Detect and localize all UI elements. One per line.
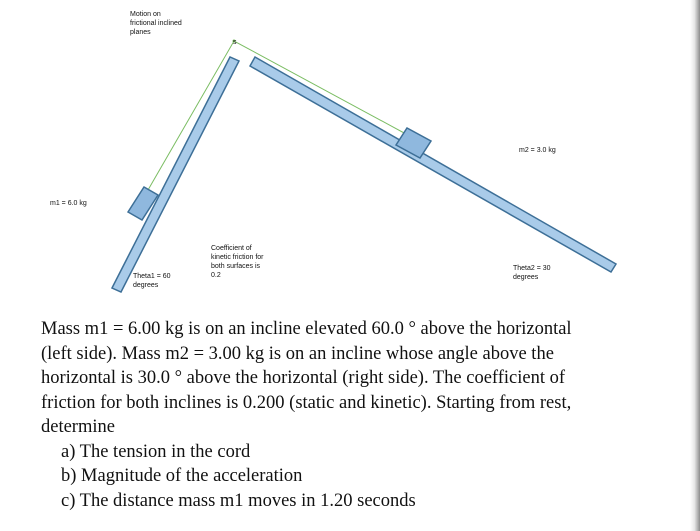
question-c: c) The distance mass m1 moves in 1.20 seconds <box>61 490 416 511</box>
connecting-cord <box>148 41 406 190</box>
problem-line: Mass m1 = 6.00 kg is on an incline elevated 60.0 ° above the horizontal <box>41 319 572 339</box>
right-incline <box>250 57 616 272</box>
mass-m2-block <box>396 128 431 158</box>
question-a: a) The tension in the cord <box>61 441 251 462</box>
m2-label: m2 = 3.0 kg <box>519 147 556 154</box>
problem-line: (left side). Mass m2 = 3.00 kg is on an incline whose angle above the <box>41 343 554 364</box>
friction-note: Coefficient of kinetic friction for both surfaces is 0.2 <box>211 245 264 279</box>
problem-line: friction for both inclines is 0.200 (static and kinetic). Starting from rest, <box>41 392 572 413</box>
pulley-label: s <box>233 39 237 46</box>
problem-statement <box>41 317 671 513</box>
problem-line: determine <box>41 417 115 437</box>
question-list <box>41 440 671 514</box>
theta2-label: Theta2 = 30 degrees <box>513 265 551 281</box>
problem-line: horizontal is 30.0 ° above the horizontal (right side). The coefficient of <box>41 368 566 388</box>
question-b: b) Magnitude of the acceleration <box>61 466 303 486</box>
m1-label: m1 = 6.0 kg <box>50 200 87 207</box>
diagram-title: Motion on frictional inclined planes <box>130 11 182 36</box>
theta1-label: Theta1 = 60 degrees <box>133 273 171 289</box>
